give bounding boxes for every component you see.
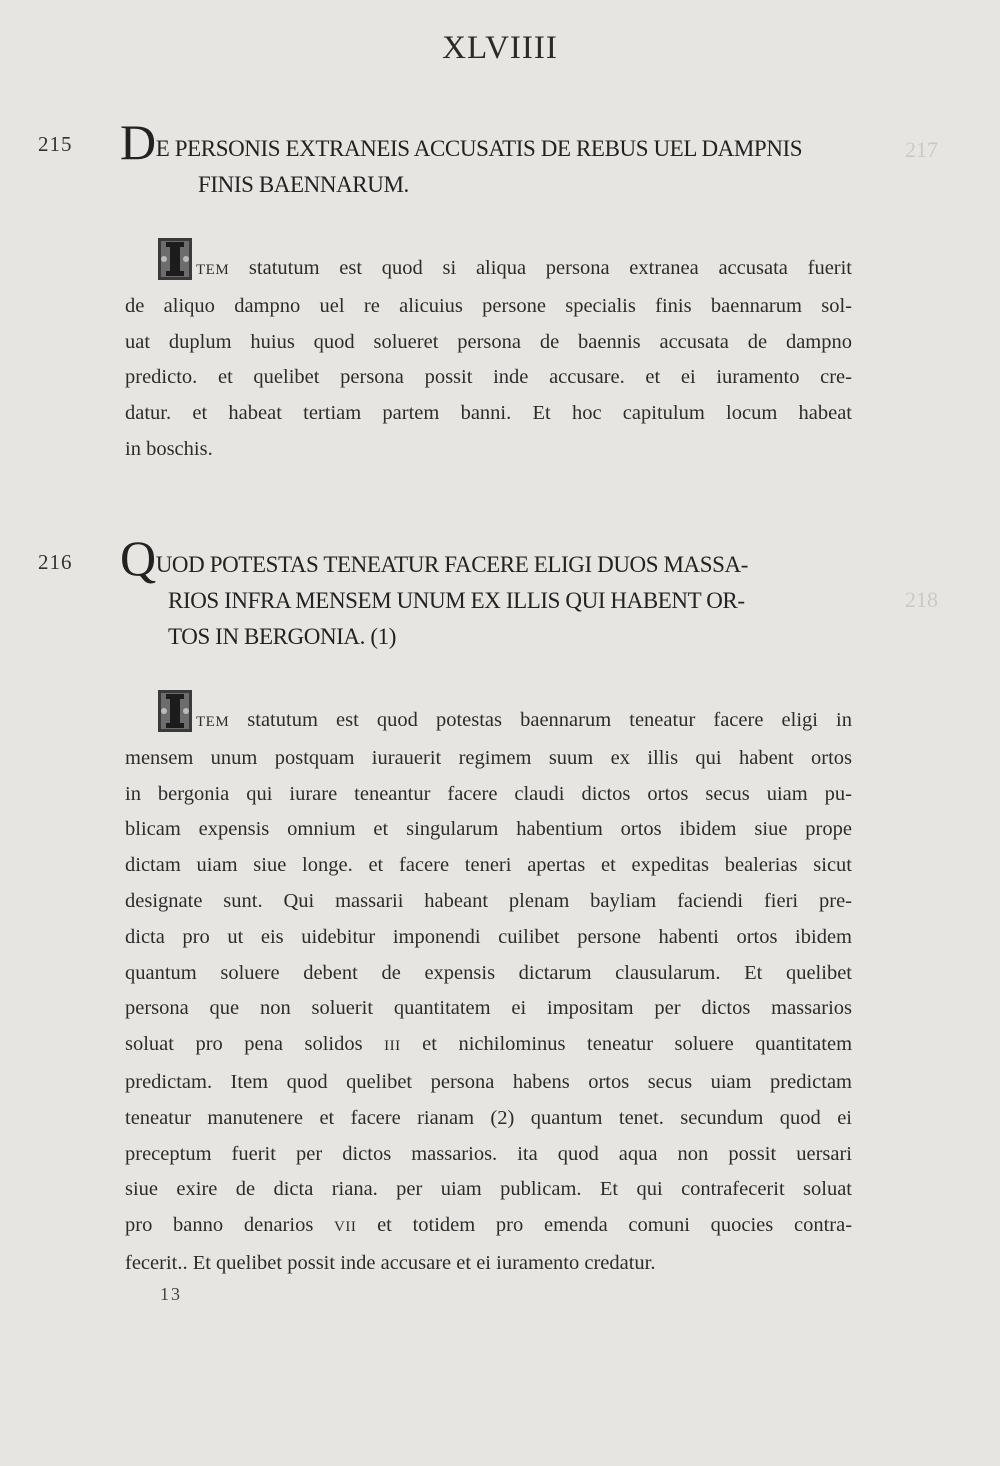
heading-line [120,530,860,586]
body-line: persona que non soluerit quantitatem ei impositam per dictos massarios [125,997,852,1020]
first-word-smallcaps: TEM [196,714,230,730]
body-line: designate sunt. Qui massarii habeant plenam bayliam faciendi fieri pre- [125,889,852,912]
footer-signature-mark: 13 [160,1284,182,1304]
body-line: uat duplum huius quod solueret persona de baennis accusata de dampno [125,330,852,353]
body-line: in bergonia qui iurare teneantur facere claudi dictos ortos secus uiam pu- [125,782,852,805]
body-line: teneatur manutenere et facere rianam (2) quantum tenet. secundum quod ei [125,1106,852,1129]
heading-text: UOD POTESTAS TENEATUR FACERE ELIGI DUOS MASSA- [155,552,748,577]
first-word-smallcaps: TEM [196,262,230,278]
body-line [125,690,852,741]
body-line: fecerit.. Et quelibet possit inde accusare et ei iuramento credatur. [125,1251,656,1274]
roman-numeral-smallcaps: III [384,1038,401,1055]
body-line: siue exire de dicta riana. per uiam publicam. Et qui contrafecerit soluat [125,1178,852,1201]
body-text: statutum est quod si aliqua persona extranea accusata fuerit [248,257,853,279]
heading-text: E PERSONIS EXTRANEIS ACCUSATIS DE REBUS UEL DAMPNIS [155,136,803,161]
heading-line: TOS IN BERGONIA. (1) [168,624,396,649]
body-text: et totidem pro emenda comuni quocies contra- [377,1214,853,1237]
heading-initial: Q [120,530,156,586]
body-line: dicta pro ut eis uidebitur imponendi cuilibet persone habenti ortos ibidem [125,925,852,948]
body-line: predictam. Item quod quelibet persona habens ortos secus uiam predictam [125,1070,852,1093]
body-line [125,238,852,289]
body-line: mensem unum postquam iurauerit regimem suum ex illis qui habent ortos [125,746,852,769]
section-body-216 [125,690,852,1282]
body-line: de aliquo dampno uel re alicuius persone specialis finis baennarum sol- [125,294,852,317]
body-line: datur. et habeat tertiam partem banni. Et hoc capitulum locum habeat [125,402,852,425]
margin-number-215: 215 [38,132,73,156]
heading-line [120,114,860,170]
heading-line: RIOS INFRA MENSEM UNUM EX ILLIS QUI HABENT OR- [168,588,745,613]
ornamental-initial-i-icon [158,690,192,732]
section-heading-216 [120,530,860,655]
body-text: pro banno denarios [125,1214,314,1237]
body-line [125,1027,852,1065]
body-line: predicto. et quelibet persona possit inde accusare. et ei iuramento cre- [125,366,852,389]
body-line: blicam expensis omnium et singularum habentium ortos ibidem siue prope [125,818,852,841]
body-text: soluat pro pena solidos [125,1033,363,1056]
body-line: preceptum fuerit per dictos massarios. ita quod aqua non possit uersari [125,1142,852,1165]
roman-numeral-smallcaps: VII [334,1219,357,1236]
body-text: statutum est quod potestas baennarum teneatur facere eligi in [247,709,852,731]
body-line [125,1208,852,1246]
margin-number-216: 216 [38,550,73,574]
bleed-through-number-mid: 218 [905,587,938,612]
body-text: et nichilominus teneatur soluere quantitatem [422,1033,853,1056]
section-heading-215 [120,114,860,203]
body-line: quantum soluere debent de expensis dictarum clausularum. Et quelibet [125,961,852,984]
heading-line: FINIS BAENNARUM. [198,172,409,197]
page-number-header: XLVIIII [442,30,558,66]
bleed-through-number-top: 217 [905,137,938,162]
body-line: in boschis. [125,437,213,460]
body-line: dictam uiam siue longe. et facere teneri apertas et expeditas bealerias sicut [125,854,852,877]
section-body-215 [125,238,852,468]
heading-initial: D [120,114,156,170]
ornamental-initial-i-icon [158,238,192,280]
